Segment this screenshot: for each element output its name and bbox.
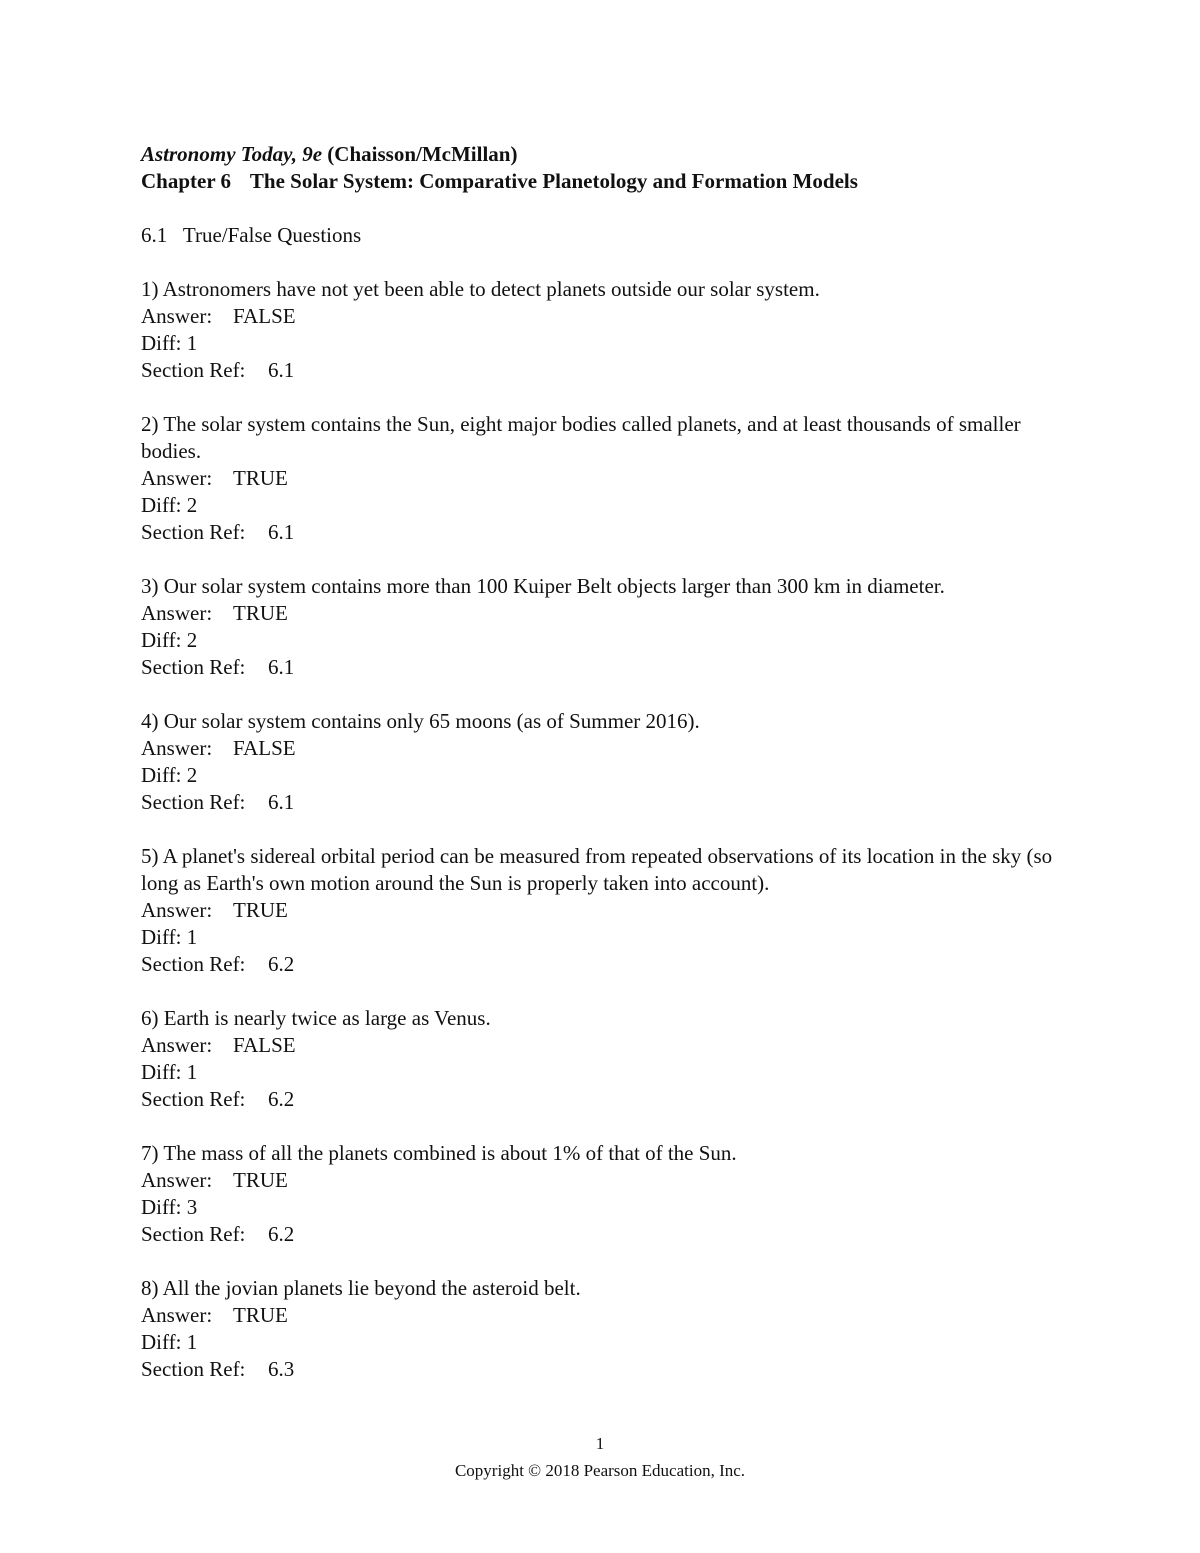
difficulty-label: Diff:: [141, 1330, 182, 1354]
difficulty-value: 1: [186, 331, 198, 355]
answer-label: Answer:: [141, 601, 213, 625]
question-item: [141, 1140, 1071, 1248]
question-item: [141, 411, 1071, 546]
answer-label: Answer:: [141, 898, 213, 922]
difficulty-label: Diff:: [141, 1060, 182, 1084]
answer-line: [141, 735, 1071, 762]
question-text: 7) The mass of all the planets combined is about 1% of that of the Sun.: [141, 1141, 737, 1165]
spacer: [141, 546, 1071, 573]
section-title: True/False Questions: [182, 223, 362, 247]
copyright-notice: Copyright © 2018 Pearson Education, Inc.: [454, 1461, 746, 1480]
difficulty-line: [141, 627, 1071, 654]
difficulty-label: Diff:: [141, 331, 182, 355]
section-ref-value: 6.1: [268, 790, 295, 814]
spacer: [141, 681, 1071, 708]
answer-value: FALSE: [233, 736, 296, 760]
difficulty-line: [141, 1059, 1071, 1086]
chapter-heading: [141, 168, 1071, 195]
answer-line: [141, 1167, 1071, 1194]
question-text: 2) The solar system contains the Sun, eight major bodies called planets, and at least thousands of smaller bodies.: [141, 412, 1021, 463]
answer-value: FALSE: [233, 304, 296, 328]
section-ref-label: Section Ref:: [141, 1357, 246, 1381]
section-ref-line: [141, 951, 1071, 978]
section-ref-label: Section Ref:: [141, 952, 246, 976]
question-text: 8) All the jovian planets lie beyond the asteroid belt.: [141, 1276, 581, 1300]
question-text: 3) Our solar system contains more than 100 Kuiper Belt objects larger than 300 km in diameter.: [141, 574, 945, 598]
answer-label: Answer:: [141, 466, 213, 490]
difficulty-value: 3: [186, 1195, 198, 1219]
answer-line: [141, 600, 1071, 627]
question-text: 4) Our solar system contains only 65 moons (as of Summer 2016).: [141, 709, 700, 733]
section-ref-value: 6.1: [268, 358, 295, 382]
difficulty-label: Diff:: [141, 493, 182, 517]
difficulty-value: 2: [186, 763, 198, 787]
document-body: [141, 141, 1071, 1383]
section-ref-label: Section Ref:: [141, 790, 246, 814]
section-ref-label: Section Ref:: [141, 1087, 246, 1111]
difficulty-line: [141, 924, 1071, 951]
answer-line: [141, 465, 1071, 492]
answer-value: TRUE: [233, 1303, 288, 1327]
section-ref-line: [141, 1086, 1071, 1113]
difficulty-label: Diff:: [141, 925, 182, 949]
section-ref-value: 6.2: [268, 1222, 295, 1246]
question-list: [141, 276, 1071, 1383]
question-text: 6) Earth is nearly twice as large as Venus.: [141, 1006, 491, 1030]
question-item: [141, 1275, 1071, 1383]
section-ref-line: [141, 519, 1071, 546]
difficulty-line: [141, 330, 1071, 357]
section-ref-value: 6.2: [268, 1087, 295, 1111]
answer-value: TRUE: [233, 466, 288, 490]
section-ref-line: [141, 1356, 1071, 1383]
difficulty-label: Diff:: [141, 628, 182, 652]
chapter-title: The Solar System: Comparative Planetology and Formation Models: [249, 169, 858, 193]
question-item: [141, 708, 1071, 816]
answer-label: Answer:: [141, 736, 213, 760]
section-ref-value: 6.1: [268, 655, 295, 679]
section-ref-label: Section Ref:: [141, 1222, 246, 1246]
difficulty-label: Diff:: [141, 763, 182, 787]
answer-label: Answer:: [141, 1168, 213, 1192]
difficulty-value: 2: [186, 628, 198, 652]
spacer: [141, 249, 1071, 276]
document-title: [141, 141, 1071, 168]
question-item: [141, 1005, 1071, 1113]
section-ref-value: 6.2: [268, 952, 295, 976]
answer-line: [141, 897, 1071, 924]
chapter-number: Chapter 6: [141, 169, 232, 193]
book-authors: (Chaisson/McMillan): [327, 142, 518, 166]
answer-value: TRUE: [233, 601, 288, 625]
difficulty-value: 1: [186, 1060, 198, 1084]
spacer: [141, 1113, 1071, 1140]
section-ref-label: Section Ref:: [141, 358, 246, 382]
question-item: [141, 573, 1071, 681]
difficulty-value: 1: [186, 925, 198, 949]
answer-label: Answer:: [141, 304, 213, 328]
spacer: [141, 1248, 1071, 1275]
answer-label: Answer:: [141, 1033, 213, 1057]
section-ref-label: Section Ref:: [141, 520, 246, 544]
section-ref-label: Section Ref:: [141, 655, 246, 679]
question-item: [141, 276, 1071, 384]
answer-line: [141, 1302, 1071, 1329]
section-ref-line: [141, 789, 1071, 816]
answer-value: TRUE: [233, 898, 288, 922]
difficulty-line: [141, 1329, 1071, 1356]
difficulty-line: [141, 762, 1071, 789]
section-number: 6.1: [141, 223, 168, 247]
answer-value: TRUE: [233, 1168, 288, 1192]
section-ref-line: [141, 357, 1071, 384]
answer-value: FALSE: [233, 1033, 296, 1057]
difficulty-value: 1: [186, 1330, 198, 1354]
answer-line: [141, 303, 1071, 330]
page-number: 1: [595, 1434, 605, 1453]
section-ref-line: [141, 654, 1071, 681]
section-ref-value: 6.3: [268, 1357, 295, 1381]
difficulty-value: 2: [186, 493, 198, 517]
spacer: [141, 384, 1071, 411]
section-heading: [141, 222, 1071, 249]
difficulty-line: [141, 1194, 1071, 1221]
answer-label: Answer:: [141, 1303, 213, 1327]
difficulty-line: [141, 492, 1071, 519]
question-text: 5) A planet's sidereal orbital period can be measured from repeated observations of its location in the sky (so long as Earth's own motion around the Sun is properly taken into account).: [141, 844, 1053, 895]
difficulty-label: Diff:: [141, 1195, 182, 1219]
spacer: [141, 816, 1071, 843]
answer-line: [141, 1032, 1071, 1059]
section-ref-line: [141, 1221, 1071, 1248]
spacer: [141, 978, 1071, 1005]
book-title: Astronomy Today, 9e: [141, 142, 323, 166]
section-ref-value: 6.1: [268, 520, 295, 544]
question-text: 1) Astronomers have not yet been able to detect planets outside our solar system.: [141, 277, 820, 301]
question-item: [141, 843, 1071, 978]
spacer: [141, 195, 1071, 222]
